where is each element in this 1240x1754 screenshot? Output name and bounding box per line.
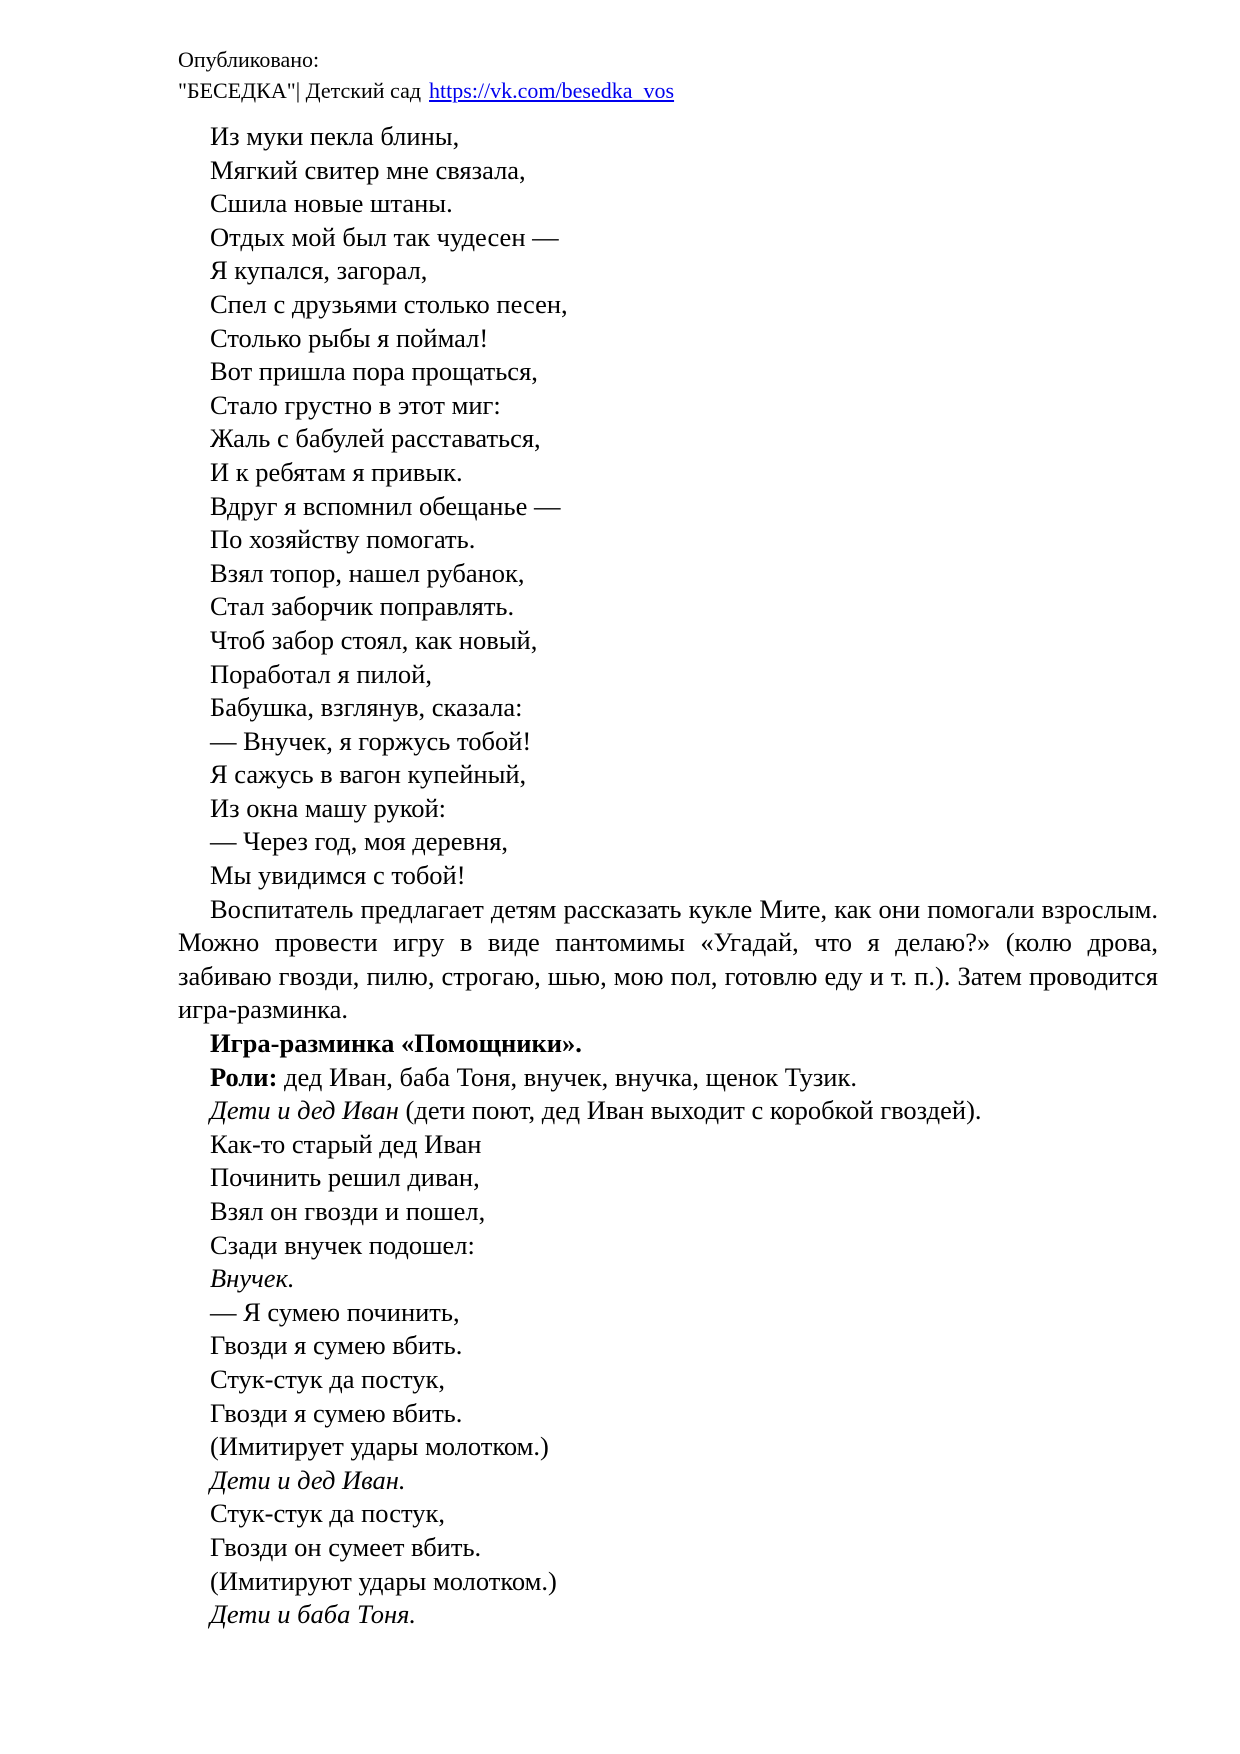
verse-line: Сшила новые штаны. [210,188,453,219]
source-line [178,75,674,106]
document-body [178,120,1158,1632]
verse-line: Мы увидимся с тобой! [210,860,466,891]
verse-line: Отдых мой был так чудесен — [210,221,559,252]
poem-block-1 [178,120,1158,893]
verse-line: Гвозди я сумею вбить. [210,1397,463,1428]
verse-line: По хозяйству помогать. [210,524,476,555]
verse-line: Столько рыбы я поймал! [210,322,489,353]
verse-line: Починить решил диван, [210,1162,480,1193]
verse-line: — Через год, моя деревня, [210,826,509,857]
verse-line: Поработал я пилой, [210,658,432,689]
stage-direction: (Имитируют удары молотком.) [210,1565,557,1596]
stage-speakers: Дети и дед Иван [210,1095,399,1126]
verse-line: — Я сумею починить, [210,1296,460,1327]
verse-line: Как-то старый дед Иван [210,1128,482,1159]
stage-note: (дети поют, дед Иван выходит с коробкой гвоздей). [398,1095,982,1126]
verse-line: Я купался, загорал, [210,255,428,286]
source-name: "БЕСЕДКА"| Детский сад [178,78,422,103]
game-title: Игра-разминка «Помощники». [210,1028,582,1059]
instruction-paragraph: Воспитатель предлагает детям рассказать кукле Мите, как они помогали взрослым. Можно провести игру в виде пантомимы «Угадай, что я делаю?» (колю дрова, забиваю гвозди, пилю, строгаю, шью, мою пол, готовлю еду и т. п.). Затем проводится игра-разминка. [178,893,1158,1025]
verse-line: Чтоб забор стоял, как новый, [210,624,538,655]
verse-line: Из окна машу рукой: [210,792,447,823]
speaker-label: Дети и баба Тоня. [210,1599,417,1630]
verse-line: Из муки пекла блины, [210,121,460,151]
published-label: Опубликовано: [178,47,320,72]
verse-line: Взял топор, нашел рубанок, [210,557,525,588]
verse-line: Стук-стук да постук, [210,1498,445,1529]
source-link[interactable]: https://vk.com/besedka_vos [429,78,675,103]
verse-line: Стал заборчик поправлять. [210,591,515,622]
verse-line: Гвозди я сумею вбить. [210,1330,463,1361]
publication-header [178,44,674,106]
poem-block-2 [178,1128,1158,1632]
verse-line: Стук-стук да постук, [210,1363,445,1394]
roles-line [178,1061,1158,1095]
verse-line: Гвозди он сумеет вбить. [210,1531,482,1562]
verse-line: Взял он гвозди и пошел, [210,1196,486,1226]
speaker-label: Внучек. [210,1263,295,1294]
speaker-label: Дети и дед Иван. [210,1464,406,1495]
verse-line: Вдруг я вспомнил обещанье — [210,490,561,521]
verse-line: И к ребятам я привык. [210,456,463,487]
verse-line: Жаль с бабулей расставаться, [210,423,541,454]
verse-line: Стало грустно в этот миг: [210,389,501,420]
roles-label: Роли: [210,1061,278,1092]
stage-intro [178,1094,1158,1128]
verse-line: — Внучек, я горжусь тобой! [210,725,532,756]
verse-line: Спел с друзьями столько песен, [210,288,568,319]
verse-line: Мягкий свитер мне связала, [210,154,526,185]
verse-line: Вот пришла пора прощаться, [210,356,538,387]
verse-line: Сзади внучек подошел: [210,1229,475,1260]
verse-line: Я сажусь в вагон купейный, [210,759,527,790]
stage-direction: (Имитирует удары молотком.) [210,1431,549,1462]
verse-line: Бабушка, взглянув, сказала: [210,692,523,723]
roles-text: дед Иван, баба Тоня, внучек, внучка, щенок Тузик. [277,1061,857,1092]
